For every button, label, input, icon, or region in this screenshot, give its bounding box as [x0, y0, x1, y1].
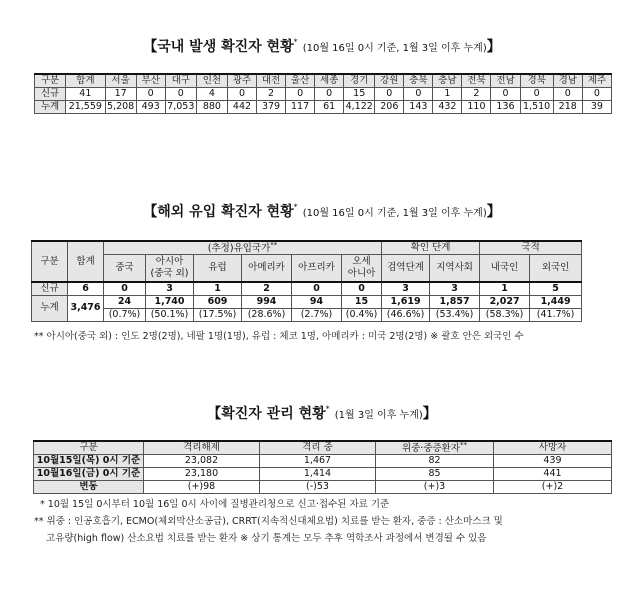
new-cell: 1	[480, 282, 530, 295]
header-total: 합계	[68, 241, 104, 282]
section2-title: 【해외 유입 확진자 현황* (10월 16일 0시 기준, 1월 3일 이후 누계)】	[143, 202, 501, 220]
header-region: 대구	[165, 74, 196, 87]
table-cell: 39	[582, 100, 611, 113]
row-label: 10월16일(금) 0시 기준	[34, 467, 144, 480]
header-region: 광주	[227, 74, 256, 87]
header-region: 충남	[433, 74, 462, 87]
table-cell: 1	[433, 87, 462, 100]
percent-cell: (17.5%)	[194, 308, 242, 321]
row-label: 변동	[34, 480, 144, 493]
table-cell: 143	[404, 100, 433, 113]
header-region: 경남	[553, 74, 582, 87]
cumulative-cell: 1,857	[430, 295, 480, 308]
header-region: 세종	[315, 74, 344, 87]
cumulative-cell: 1,449	[530, 295, 582, 308]
table-row	[34, 454, 612, 467]
header-cell: 격리 중	[260, 441, 376, 454]
cumulative-cell: 1,740	[146, 295, 194, 308]
section3-footnote-2: ** 위중 : 인공호흡기, ECMO(체외막산소공급), CRRT(지속적신대체요법) 치료를 받는 환자, 중증 : 산소마스크 및	[34, 516, 503, 527]
table-cell: 85	[376, 467, 494, 480]
cumulative-cell: 609	[194, 295, 242, 308]
section1-title: 【국내 발생 확진자 현황* (10월 16일 0시 기준, 1월 3일 이후 누계)】	[143, 37, 501, 55]
table-cell: 1,467	[260, 454, 376, 467]
table-row	[34, 480, 612, 493]
table-cell: 117	[286, 100, 315, 113]
table-cell: 21,559	[66, 100, 105, 113]
header-asia: 아시아 (중국 외)	[146, 254, 194, 282]
header-nationality: 국적	[480, 241, 582, 254]
cumulative-total: 3,476	[68, 295, 104, 321]
table-cell: 0	[375, 87, 404, 100]
table-cell: 82	[376, 454, 494, 467]
table-cell: 441	[494, 467, 612, 480]
header-europe: 유럽	[194, 254, 242, 282]
section3-footnote-3: 고유량(high flow) 산소요법 치료를 받는 환자 ※ 상기 통계는 모두 추후 역학조사 과정에서 변경될 수 있음	[46, 533, 487, 544]
header-gubun: 구분	[32, 241, 68, 282]
percent-cell: (46.6%)	[382, 308, 430, 321]
table-cell: 0	[520, 87, 553, 100]
cumulative-cell: 24	[104, 295, 146, 308]
table-cell: 23,082	[144, 454, 260, 467]
header-cell: 격리해제	[144, 441, 260, 454]
table-cell: 0	[553, 87, 582, 100]
table-cell: 0	[582, 87, 611, 100]
table-cell: 4	[196, 87, 227, 100]
percent-cell: (50.1%)	[146, 308, 194, 321]
new-cell: 2	[242, 282, 292, 295]
header-origin-country: (추정)유입국가**	[104, 241, 382, 254]
table-cell: 0	[404, 87, 433, 100]
header-confirmation-stage: 확인 단계	[382, 241, 480, 254]
table-cell: 4,122	[345, 100, 373, 112]
cumulative-cell: 1,619	[382, 295, 430, 308]
table-cell: 0	[491, 87, 520, 100]
new-cell: 0	[342, 282, 382, 295]
row-label-cumulative: 누계	[32, 295, 68, 321]
table-cell: (+)2	[494, 480, 612, 493]
header-korean: 내국인	[480, 254, 530, 282]
case-management-table	[33, 440, 612, 494]
cumulative-cell: 994	[242, 295, 292, 308]
table-cell: 17	[105, 87, 136, 100]
header-region: 강원	[375, 74, 404, 87]
header-cell: 사망자	[494, 441, 612, 454]
header-region: 인천	[196, 74, 227, 87]
header-region: 부산	[136, 74, 165, 87]
header-region: 경북	[520, 74, 553, 87]
table-cell: 218	[553, 100, 582, 113]
header-america: 아메리카	[242, 254, 292, 282]
header-region: 울산	[286, 74, 315, 87]
table-cell: 880	[196, 100, 227, 113]
table-cell: 15	[344, 87, 375, 100]
table-cell: 379	[257, 100, 286, 113]
header-footnote-mark: **	[460, 441, 468, 449]
table-row	[34, 467, 612, 480]
header-cell: 위중·중증환자**	[376, 441, 494, 454]
new-cell: 0	[104, 282, 146, 295]
percent-cell: (58.3%)	[480, 308, 530, 321]
table-cell: (+)98	[144, 480, 260, 493]
header-region: 대전	[257, 74, 286, 87]
table-cell: 442	[227, 100, 256, 113]
header-community: 지역사회	[430, 254, 480, 282]
header-region: 경기	[344, 74, 375, 87]
section3-title: 【확진자 관리 현황* (1월 3일 이후 누계)】	[207, 404, 437, 422]
table-cell: 439	[494, 454, 612, 467]
table-cell: 61	[315, 100, 344, 113]
table-cell: 0	[315, 87, 344, 100]
percent-cell: (2.7%)	[292, 308, 342, 321]
header-region: 전북	[462, 74, 491, 87]
header-region: 전남	[491, 74, 520, 87]
row-label: 누계	[35, 100, 66, 113]
table-cell: 110	[462, 100, 491, 113]
header-region: 서울	[105, 74, 136, 87]
new-cell: 3	[382, 282, 430, 295]
new-cell: 0	[292, 282, 342, 295]
section3-footnote-1: * 10월 15일 0시부터 10월 16일 0시 사이에 질병관리청으로 신고·접수된 자료 기준	[40, 499, 390, 510]
domestic-cases-table	[34, 73, 612, 114]
cumulative-cell: 2,027	[480, 295, 530, 308]
table-cell: 136	[491, 100, 520, 113]
table-cell: 0	[227, 87, 256, 100]
imported-cases-table	[31, 240, 582, 322]
section2-footnote: ** 아시아(중국 외) : 인도 2명(2명), 네팔 1명(1명), 유럽 : 체코 1명, 아메리카 : 미국 2명(2명) ※ 괄호 안은 외국인 수	[34, 331, 524, 342]
cumulative-cell: 15	[342, 295, 382, 308]
table-cell: 493	[136, 100, 165, 113]
header-region: 충북	[404, 74, 433, 87]
table-cell: 23,180	[144, 467, 260, 480]
table-cell: 41	[66, 87, 105, 100]
table-cell: 7,053	[167, 100, 195, 112]
table-cell: 5,208	[107, 100, 135, 112]
header-region: 제주	[582, 74, 611, 87]
table-cell: 1,510	[520, 100, 553, 113]
header-china: 중국	[104, 254, 146, 282]
new-cell: 1	[194, 282, 242, 295]
table-cell: 2	[257, 87, 286, 100]
table-row	[35, 100, 612, 113]
row-label: 신규	[35, 87, 66, 100]
row-label: 10월15일(목) 0시 기준	[34, 454, 144, 467]
header-africa: 아프리카	[292, 254, 342, 282]
header-oceania: 오세 아니아	[342, 254, 382, 282]
row-label-new: 신규	[32, 282, 68, 295]
percent-cell: (41.7%)	[530, 308, 582, 321]
table-cell: 1,414	[260, 467, 376, 480]
table-cell: 0	[136, 87, 165, 100]
percent-cell: (0.7%)	[104, 308, 146, 321]
table-cell: 432	[433, 100, 462, 113]
table-row	[35, 87, 612, 100]
table-cell: 2	[462, 87, 491, 100]
table-cell: (-)53	[260, 480, 376, 493]
cumulative-cell: 94	[292, 295, 342, 308]
percent-cell: (53.4%)	[430, 308, 480, 321]
new-cell: 3	[146, 282, 194, 295]
new-cell: 3	[430, 282, 480, 295]
header-region: 합계	[66, 74, 105, 87]
header-gubun: 구분	[35, 74, 66, 87]
header-foreign: 외국인	[530, 254, 582, 282]
percent-cell: (28.6%)	[242, 308, 292, 321]
percent-cell: (0.4%)	[342, 308, 382, 321]
header-quarantine: 검역단계	[382, 254, 430, 282]
new-total: 6	[68, 282, 104, 295]
table-cell: 0	[165, 87, 196, 100]
table-cell: 206	[375, 100, 404, 113]
table-cell: 0	[286, 87, 315, 100]
table-cell: (+)3	[376, 480, 494, 493]
header-cell: 구분	[34, 441, 144, 454]
new-cell: 5	[530, 282, 582, 295]
